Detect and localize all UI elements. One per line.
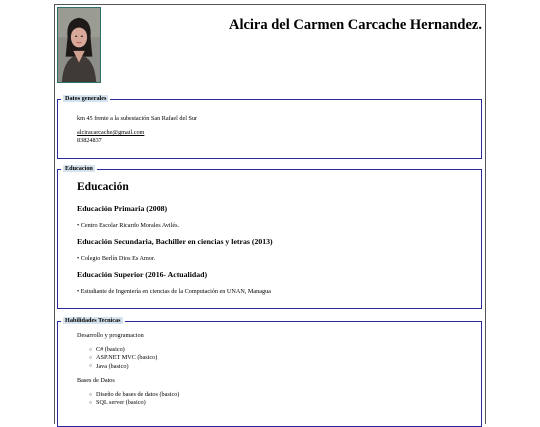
email-link[interactable]: alciracarcache@gmail.com (77, 129, 145, 136)
education-entry-detail: • Estudiante de Ingeniería en ciencias de la Computación en UNAN, Managua (77, 288, 271, 295)
skill-item: ○ SQL server (basico) (89, 399, 179, 407)
skill-item: ○ C# (basico) (89, 346, 157, 354)
skill-list (89, 391, 179, 408)
phone-text: 83824837 (77, 137, 102, 144)
education-entry-detail: • Colegio Berlín Dios Es Amor. (77, 255, 156, 262)
skill-group-title: Bases de Datos (77, 377, 115, 384)
skill-item: ○ Java (basico) (89, 363, 157, 371)
datos-generales-section (57, 95, 482, 159)
resume-page (54, 4, 486, 424)
address-text: km 45 frente a la subestación San Rafael del Sur (77, 115, 198, 122)
educacion-legend: Educacion (65, 165, 93, 172)
profile-photo (57, 7, 101, 83)
skill-group-title: Desarrollo y programacion (77, 332, 144, 339)
education-entry-heading: Educación Secundaria, Bachiller en ciencias y letras (2013) (77, 237, 273, 246)
education-entry-heading: Educación Primaria (2008) (77, 204, 168, 213)
skill-item: ○ Diseño de bases de datos (basico) (89, 391, 179, 399)
education-entry-detail: • Centro Escolar Ricardo Morales Avilés. (77, 222, 180, 229)
skill-item: ○ ASP.NET MVC (basico) (89, 354, 157, 362)
profile-photo-image (58, 8, 100, 82)
educacion-title: Educación (77, 181, 129, 193)
habilidades-legend: Habilidades Tecnicas (65, 317, 121, 324)
skill-list (89, 346, 157, 371)
page-title: Alcira del Carmen Carcache Hernandez. (228, 17, 482, 33)
datos-generales-legend: Datos generales (65, 95, 107, 102)
education-entry-heading: Educación Superior (2016- Actualidad) (77, 270, 208, 279)
